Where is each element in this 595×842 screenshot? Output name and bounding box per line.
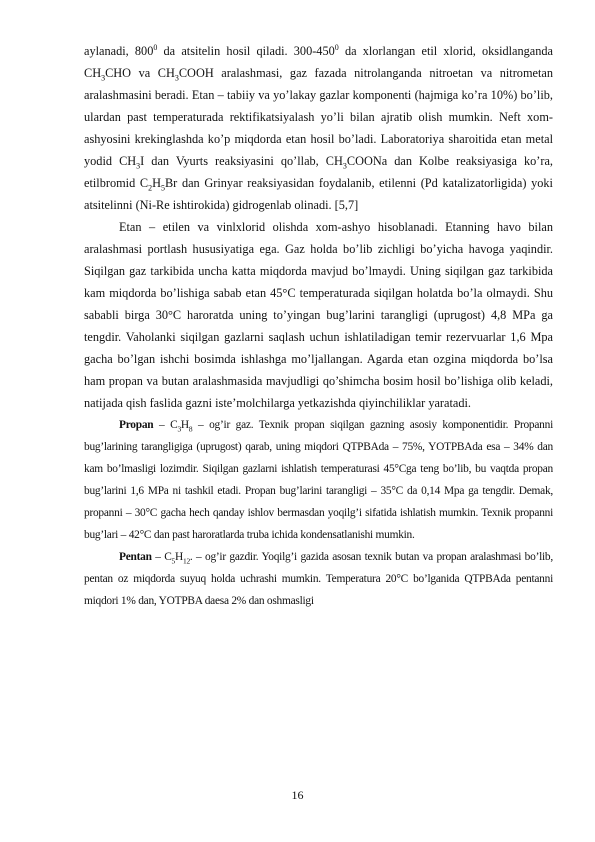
- paragraph-text: da xlorlangan etil xlorid, oksidlanganda CH: [84, 44, 554, 80]
- paragraph-text: H: [180, 419, 189, 431]
- paragraph-text: – C: [151, 551, 172, 563]
- subscript: 3: [136, 161, 141, 171]
- subscript: 8: [188, 424, 193, 434]
- paragraph-text: H: [152, 176, 161, 190]
- subscript: 3: [342, 161, 347, 171]
- paragraph-text: COONa dan Kolbe reaksiyasiga ko’ra, etilbromid C: [84, 154, 554, 190]
- paragraph: [84, 546, 553, 612]
- subscript: 5: [160, 183, 165, 193]
- subscript: 2: [148, 183, 153, 193]
- paragraph-term: Propan: [119, 419, 154, 431]
- paragraph-term: Pentan: [119, 551, 152, 563]
- paragraph-text: Br dan Grinyar reaksiyasidan foydalanib, etilenni (Pd katalizatorligida) yoki atsitelinni (Ni-Re ishtirokida) gidrogenlab olinadi. [5,7]: [84, 176, 553, 212]
- paragraph-text: COOH aralashmasi, gaz fazada nitrolanganda nitroetan va nitrometan aralashmasini beradi. Etan – tabiiy va yo’lakay gazlar komponenti (hajmiga ko’ra 10%) bo’lib, ulardan past temperaturada rektifikatsiyalash yo’li bilan ajratib olish mumkin. Neft xom-ashyosini krekinglashda ko’p miqdorda etan hosil bo’ladi. Laboratoriya sharoitida etan metal yodid CH: [84, 66, 554, 168]
- page-number: 16: [291, 788, 304, 802]
- subscript: 3: [177, 424, 181, 434]
- body-text: [84, 40, 553, 612]
- paragraph: [84, 414, 553, 546]
- paragraph-text: H: [175, 551, 183, 563]
- paragraph-text: – og’ir gaz. Texnik propan siqilgan gazning asosiy komponentidir. Propanni bug’larining tarangligiga (uprugost) qarab, uning miqdori QTPBAda – 75%, YOTPBAda esa – 34% dan kam bo’lmasligi lozimdir. Siqilgan gazlarni ishlatish temperaturasi 45°Cga teng bo’lib, bu vaqtda propan bug’larini 1,6 MPa ni tashkil etadi. Propan bug’larini tarangligi – 35°C da 0,14 Mpa ga tengdir. Demak, propanni – 30°C gacha hech qanday ishlov bermasdan yoqilg’i sifatida ishlatish mumkin. Texnik propanni bug’lari – 42°C dan past haroratlarda truba ichida kondensatlanishi mumkin.: [84, 419, 553, 541]
- paragraph-text: CHO va CH: [105, 66, 175, 80]
- paragraph-text: . – og’ir gazdir. Yoqilg’i gazida asosan texnik butan va propan aralashmasi bo’lib, pentan oz miqdorda suyuq holda uchrashi mumkin. Temperatura 20°C bo’lganida QTPBAda pentanni miqdori 1% dan, YOTPBA daesa 2% dan oshmasligi: [84, 551, 553, 607]
- subscript: 3: [174, 73, 179, 83]
- paragraph: [84, 40, 553, 216]
- superscript: 0: [334, 42, 339, 52]
- paragraph-text: da atsitelin hosil qiladi. 300-450: [157, 44, 335, 58]
- paragraph-text: Etan – etilen va vinlxlorid olishda xom-ashyo hisoblanadi. Etanning havo bilan aralashmasi portlash hususiyatiga ega. Gaz holda bo’lib zichligi bo’yicha havoga yaqindir. Siqilgan gaz tarkibida uncha katta miqdorda mavjud bo’lmaydi. Uning siqilgan gaz tarkibida kam miqdorda bo’lishiga sabab etan 45°C temperaturada siqilgan holatda bo’la olmaydi. Shu sababli birga 30°C haroratda uning to’yingan bug’larini tarangligi (uprugost) 4,8 MPa ga tengdir. Vaholanki siqilgan gazlarni saqlash uchun ishlatiladigan temir rezervuarlar 1,6 Mpa gacha bo’lgan ishchi bosimda ishlashga mo’ljallangan. Agarda etan ozgina miqdorda bo’lsa ham propan va butan aralashmasida mavjudligi qo’shimcha bosim hosil bo’lishiga olib keladi, natijada qish faslida gazni iste’molchilarga yetkazishda qiyinchiliklar yaratadi.: [84, 220, 553, 410]
- paragraph-text: – C: [153, 419, 178, 431]
- subscript: 3: [101, 73, 106, 83]
- superscript: 0: [153, 42, 158, 52]
- paragraph-text: aylanadi, 800: [84, 44, 154, 58]
- subscript: 12: [182, 556, 190, 566]
- paragraph: [84, 216, 553, 414]
- subscript: 5: [171, 556, 175, 566]
- paragraph-text: I dan Vyurts reaksiyasini qo’llab, CH: [140, 154, 343, 168]
